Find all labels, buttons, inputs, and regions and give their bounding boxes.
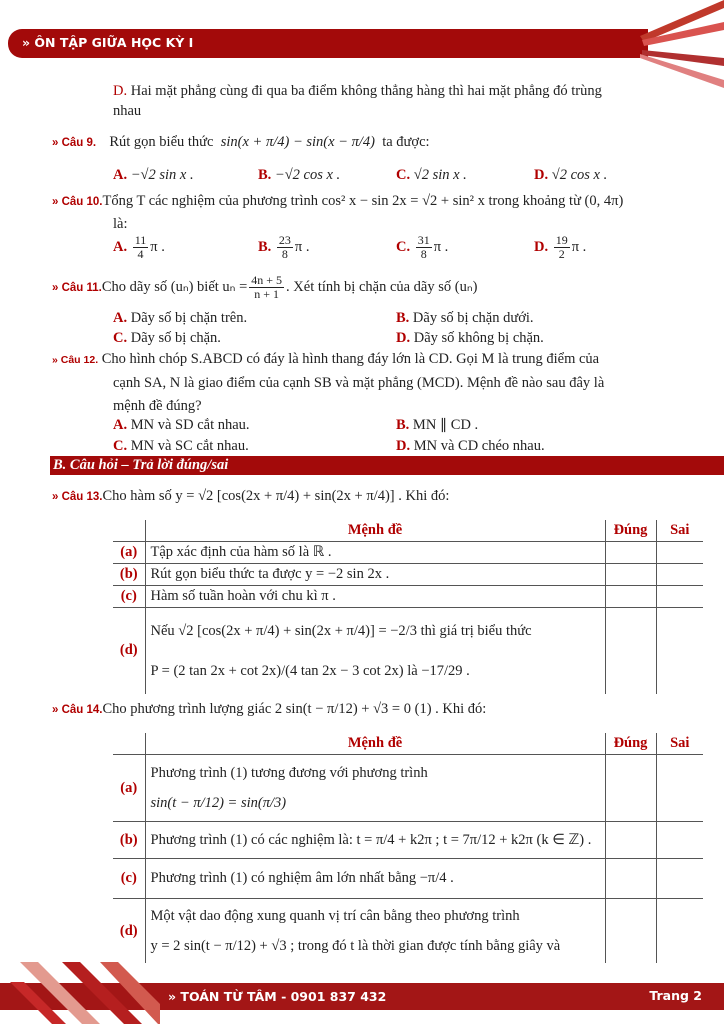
question-12: » Câu 12. Cho hình chóp S.ABCD có đáy là hình thang đáy lớn là CD. Gọi M là trung điểm của cạnh SA, N là giao điểm của cạnh SB và mặt phẳng (MCD). Mệnh đề nào sau đây là mệnh đề đúng?	[52, 351, 605, 414]
dung-cell[interactable]	[605, 822, 656, 859]
option-a[interactable]: A. MN và SD cắt nhau.	[113, 417, 250, 433]
q12-options	[113, 415, 703, 457]
sai-cell[interactable]	[656, 542, 703, 564]
dung-cell[interactable]	[605, 586, 656, 608]
page-number: Trang 2	[649, 988, 702, 1003]
option-d[interactable]: D. √2 cos x .	[534, 167, 608, 183]
option-c[interactable]: C. MN và SC cắt nhau.	[113, 438, 249, 454]
table-row: (a) Phương trình (1) tương đương với phương trình sin(t − π/12) = sin(π/3)	[113, 755, 703, 822]
option-b[interactable]: B. Dãy số bị chặn dưới.	[396, 310, 534, 326]
dung-cell[interactable]	[605, 755, 656, 822]
question-14: » Câu 14.Cho phương trình lượng giác 2 sin(t − π/12) + √3 = 0 (1) . Khi đó:	[52, 701, 487, 717]
option-c[interactable]: C. Dãy số bị chặn.	[113, 330, 221, 346]
table-row: (c) Phương trình (1) có nghiệm âm lớn nhất bằng −π/4 .	[113, 859, 703, 899]
q11-options	[113, 308, 703, 348]
sai-cell[interactable]	[656, 586, 703, 608]
table-row: (b) Phương trình (1) có các nghiệm là: t = π/4 + k2π ; t = 7π/12 + k2π (k ∈ ℤ) .	[113, 822, 703, 859]
dung-cell[interactable]	[605, 564, 656, 586]
table-row: (c) Hàm số tuần hoàn với chu kì π .	[113, 586, 703, 608]
question-10: » Câu 10.Tổng T các nghiệm của phương trình cos² x − sin 2x = √2 + sin² x trong khoảng từ (0, 4π) là:	[52, 193, 624, 232]
option-d[interactable]: D. Dãy số không bị chặn.	[396, 330, 544, 346]
section-b-title: B. Câu hỏi – Trả lời đúng/sai	[50, 456, 724, 475]
dung-cell[interactable]	[605, 542, 656, 564]
option-a[interactable]: A. −√2 sin x .	[113, 167, 194, 183]
header-bar	[8, 29, 648, 58]
table-row: (d) Một vật dao động xung quanh vị trí cân bằng theo phương trình y = 2 sin(t − π/12) + √3 ; trong đó t là thời gian được tính bằng giây và	[113, 899, 703, 964]
table-row: (b) Rút gọn biểu thức ta được y = −2 sin 2x .	[113, 564, 703, 586]
sai-cell[interactable]	[656, 755, 703, 822]
option-c[interactable]: C. √2 sin x .	[396, 167, 467, 183]
question-9: » Câu 9. Rút gọn biểu thức sin(x + π/4) − sin(x − π/4) ta được:	[52, 134, 430, 150]
q13-table: Mệnh đề Đúng Sai (a) Tập xác định của hàm số là ℝ . (b) Rút gọn biểu thức ta được y = −2 sin 2x . (c) Hàm số tuần hoàn với chu kì π . (d) Nếu √2 [cos(2x + π/4) + sin(2x + π/4)] = −2/3 thì giá trị biểu thức P = (2 tan 2x + cot 2x)/(4 tan 2x − 3 cot 2x) là −17/29 .	[113, 520, 703, 694]
dung-cell[interactable]	[605, 608, 656, 694]
header-rays-decoration	[630, 0, 724, 90]
table-row: (a) Tập xác định của hàm số là ℝ .	[113, 542, 703, 564]
sai-cell[interactable]	[656, 822, 703, 859]
sai-cell[interactable]	[656, 859, 703, 899]
option-d[interactable]: D. MN và CD chéo nhau.	[396, 438, 545, 454]
table-row: (d) Nếu √2 [cos(2x + π/4) + sin(2x + π/4)] = −2/3 thì giá trị biểu thức P = (2 tan 2x + cot 2x)/(4 tan 2x − 3 cot 2x) là −17/29 .	[113, 608, 703, 694]
footer-text: » TOÁN TỪ TÂM - 0901 837 432	[168, 989, 387, 1004]
sai-cell[interactable]	[656, 564, 703, 586]
sai-cell[interactable]	[656, 899, 703, 964]
question-13: » Câu 13.Cho hàm số y = √2 [cos(2x + π/4) + sin(2x + π/4)] . Khi đó:	[52, 488, 450, 504]
option-d[interactable]: D. $\frac{19}{2}$ π .	[534, 233, 587, 261]
option-b[interactable]: B. $\frac{23}{8}$ π .	[258, 233, 310, 261]
q14-table: Mệnh đề Đúng Sai (a) Phương trình (1) tương đương với phương trình sin(t − π/12) = sin(π/3) (b) Phương trình (1) có các nghiệm là: t = π/4 + k2π ; t = 7π/12 + k2π (k ∈ ℤ) . (c) Phương trình (1) có nghiệm âm lớn nhất bằng −π/4 . (d) Một vật dao động xung quanh vị trí cân bằng theo phương trình y = 2 sin(t − π/12) + √3 ; trong đó t là thời gian được tính bằng giây và	[113, 733, 703, 963]
footer-stripes-decoration	[10, 962, 160, 1024]
q10-options	[113, 234, 703, 261]
option-b[interactable]: B. MN ∥ CD .	[396, 417, 479, 433]
dung-cell[interactable]	[605, 859, 656, 899]
sai-cell[interactable]	[656, 608, 703, 694]
option-b[interactable]: B. −√2 cos x .	[258, 167, 341, 183]
option-a[interactable]: A. $\frac{11}{4}$ π .	[113, 233, 165, 261]
option-a[interactable]: A. Dãy số bị chặn trên.	[113, 310, 248, 326]
question-11: » Câu 11. Cho dãy số (uₙ) biết uₙ = $\frac{4n + 5}{n + 1}$ . Xét tính bị chặn của dãy số (uₙ)	[52, 273, 478, 301]
option-c[interactable]: C. $\frac{31}{8}$ π .	[396, 233, 449, 261]
q9-options	[113, 167, 703, 184]
dung-cell[interactable]	[605, 899, 656, 964]
header-title: » ÔN TẬP GIỮA HỌC KỲ I	[22, 35, 194, 50]
q8-option-d: D. Hai mặt phẳng cùng đi qua ba điểm không thẳng hàng thì hai mặt phẳng đó trùng nhau	[113, 83, 602, 119]
